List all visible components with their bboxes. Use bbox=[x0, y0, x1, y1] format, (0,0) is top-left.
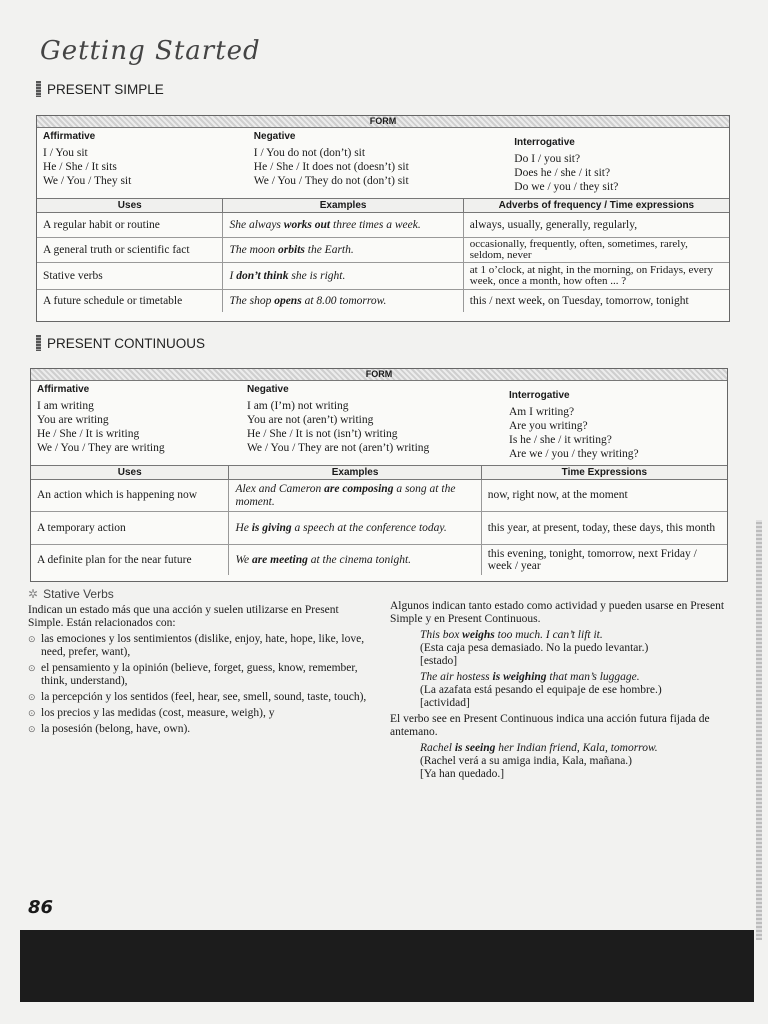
example-1-translation: (Esta caja pesa demasiado. No la puedo levantar.) bbox=[420, 642, 649, 654]
table-row: Stative verbs I don’t think she is right. at 1 o’clock, at night, in the morning, on Fridays, every week, once a month, how often ... ? bbox=[37, 263, 729, 290]
bottom-band bbox=[20, 930, 754, 1002]
list-item: ⊙ las emociones y los sentimientos (dislike, enjoy, hate, hope, like, love, need, prefer, want), bbox=[28, 633, 365, 658]
form-band: FORM bbox=[31, 369, 727, 381]
page-number: 86 bbox=[28, 897, 54, 918]
example-2-tag: [actividad] bbox=[420, 697, 470, 709]
example-1-tag: [estado] bbox=[420, 655, 458, 667]
uses-header-row: Uses Examples Adverbs of frequency / Time expressions bbox=[37, 198, 729, 213]
page-title: Getting Started bbox=[40, 36, 261, 66]
bullet-icon: ⊙ bbox=[28, 663, 36, 673]
page-edge bbox=[756, 520, 762, 940]
stative-verbs-title: ✲ Stative Verbs bbox=[28, 587, 114, 601]
present-simple-heading: PRESENT SIMPLE bbox=[36, 81, 164, 97]
table-row: An action which is happening now Alex and Cameron are composing a song at the moment. now, right now, at the moment bbox=[31, 480, 727, 512]
example-1: This box weighs too much. I can’t lift it. bbox=[420, 629, 603, 641]
form-band: FORM bbox=[37, 116, 729, 128]
negative-column: Negative I / You do not (don’t) sit He / She / It does not (doesn’t) sit We / You / They do not (don’t) sit bbox=[253, 131, 409, 187]
right-intro: Algunos indican tanto estado como actividad y pueden usarse en Present Simple y en Present Continuous. bbox=[390, 600, 725, 625]
example-3-tag: [Ya han quedado.] bbox=[420, 768, 505, 780]
present-simple-table bbox=[36, 115, 730, 322]
example-3-translation: (Rachel verá a su amiga india, Kala, mañana.) bbox=[420, 755, 633, 767]
example-2: The air hostess is weighing that man’s luggage. bbox=[420, 671, 640, 683]
affirmative-column: Affirmative I am writing You are writing He / She / It is writing We / You / They are writing bbox=[37, 384, 165, 454]
bullet-icon: ⊙ bbox=[28, 692, 36, 702]
list-item: ⊙ la posesión (belong, have, own). bbox=[28, 723, 191, 735]
table-row: A definite plan for the near future We are meeting at the cinema tonight. this evening, tonight, tomorrow, next Friday / week / year bbox=[31, 545, 727, 575]
stative-verbs-right bbox=[390, 600, 730, 781]
uses-header-row: Uses Examples Time Expressions bbox=[31, 465, 727, 480]
interrogative-column: Interrogative Am I writing? Are you writing? Is he / she / it writing? Are we / you / they writing? bbox=[509, 390, 639, 460]
table-row: A temporary action He is giving a speech at the conference today. this year, at present, today, these days, this month bbox=[31, 512, 727, 545]
stative-verbs-left bbox=[28, 588, 370, 736]
bullet-icon: ⊙ bbox=[28, 724, 36, 734]
example-3: Rachel is seeing her Indian friend, Kala, tomorrow. bbox=[420, 742, 658, 754]
bullet-icon: ⊙ bbox=[28, 708, 36, 718]
list-item: ⊙ el pensamiento y la opinión (believe, forget, guess, know, remember, think, understand), bbox=[28, 662, 358, 687]
list-item: ⊙ los precios y las medidas (cost, measure, weigh), y bbox=[28, 707, 275, 719]
stative-intro: Indican un estado más que una acción y suelen utilizarse en Present Simple. Están relacionados con: bbox=[28, 604, 339, 629]
present-continuous-heading: PRESENT CONTINUOUS bbox=[36, 335, 205, 351]
example-2-translation: (La azafata está pesando el equipaje de ese hombre.) bbox=[420, 684, 662, 696]
negative-column: Negative I am (I’m) not writing You are not (aren’t) writing He / She / It is not (isn’t) writing We / You / They are not (aren’t) writing bbox=[247, 384, 430, 454]
table-row: A future schedule or timetable The shop opens at 8.00 tomorrow. this / next week, on Tuesday, tomorrow, tonight bbox=[37, 290, 729, 312]
interrogative-column: Interrogative Do I / you sit? Does he / she / it sit? Do we / you / they sit? bbox=[514, 137, 619, 193]
see-note: El verbo see en Present Continuous indica una acción futura fijada de antemano. bbox=[390, 713, 710, 738]
table-row: A regular habit or routine She always works out three times a week. always, usually, generally, regularly, bbox=[37, 213, 729, 238]
bullet-icon: ⊙ bbox=[28, 634, 36, 644]
section-marker-icon bbox=[36, 81, 41, 97]
star-icon: ✲ bbox=[28, 587, 39, 601]
affirmative-column: Affirmative I / You sit He / She / It sits We / You / They sit bbox=[43, 131, 132, 187]
section-marker-icon bbox=[36, 335, 41, 351]
table-row: A general truth or scientific fact The moon orbits the Earth. occasionally, frequently, often, sometimes, rarely, seldom, never bbox=[37, 238, 729, 263]
present-continuous-table bbox=[30, 368, 728, 582]
list-item: ⊙ la percepción y los sentidos (feel, hear, see, smell, sound, taste, touch), bbox=[28, 691, 367, 703]
